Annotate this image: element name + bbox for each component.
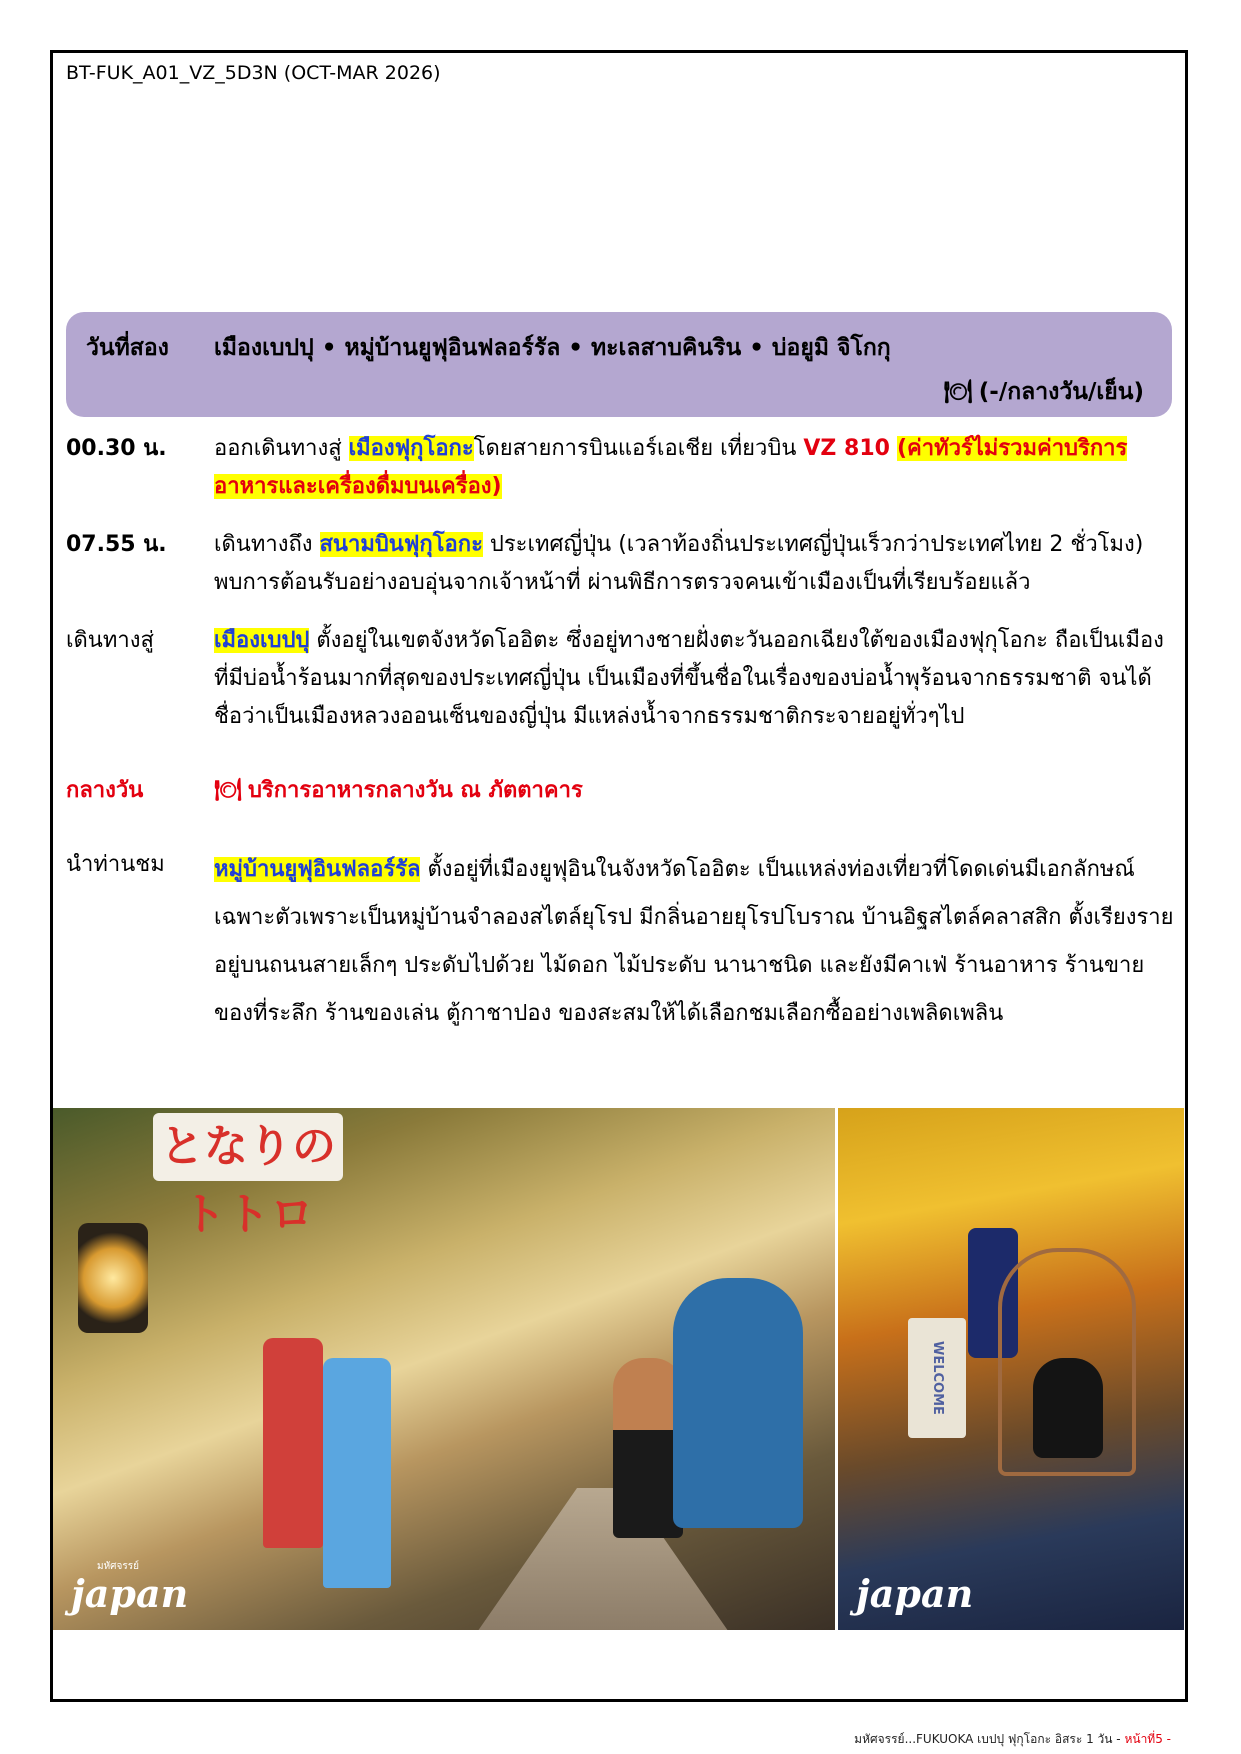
entry-description bbox=[214, 622, 1174, 736]
japan-watermark: japan bbox=[71, 1571, 189, 1616]
watermark-small: มหัศจรรย์ bbox=[97, 1561, 139, 1572]
day-route: เมืองเบปปุ • หมู่บ้านยูฟุอินฟลอร์รัล • ทะเลสาบคินริน • บ่อยูมิ จิโกกุ bbox=[214, 335, 891, 361]
destination-highlight: เมืองฟุกุโอกะ bbox=[348, 436, 474, 461]
document-code: BT-FUK_A01_VZ_5D3N (OCT-MAR 2026) bbox=[66, 62, 441, 84]
entry-time: นำท่านชม bbox=[66, 852, 165, 877]
meal-note: (ค่าทัวร์ไม่รวมค่าบริการอาหารและเครื่องดื่มบนเครื่อง) bbox=[214, 436, 1128, 499]
page-number: หน้าที่5 - bbox=[1124, 1732, 1171, 1746]
entry-time: กลางวัน bbox=[66, 778, 144, 803]
kiki-cat-cage-photo bbox=[838, 1108, 1184, 1630]
text: เดินทางถึง bbox=[214, 532, 320, 557]
entry-description bbox=[214, 526, 1174, 602]
destination-highlight: สนามบินฟุกุโอกะ bbox=[319, 532, 483, 557]
text: โดยสายการบินแอร์เอเชีย เที่ยวบิน bbox=[473, 436, 804, 461]
day-label: วันที่สอง bbox=[86, 335, 169, 361]
entry-description bbox=[214, 846, 1174, 1038]
plate-cutlery-icon: 🍽 bbox=[214, 778, 242, 803]
entry-time: เดินทางสู่ bbox=[66, 628, 154, 653]
text: บริการอาหารกลางวัน ณ ภัตตาคาร bbox=[247, 778, 583, 803]
flight-number: VZ 810 bbox=[803, 436, 890, 461]
text: ตั้งอยู่ที่เมืองยูฟุอินในจังหวัดโออิตะ เป็นแหล่งท่องเที่ยวที่โดดเด่นมีเอกลักษณ์เฉพาะตัวเพราะเป็นหมู่บ้านจำลองสไตล์ยุโรป มีกลิ่นอายยุโรปโบราณ บ้านอิฐสไตล์คลาสสิก ตั้งเรียงรายอยู่บนถนนสายเล็กๆ ประดับไปด้วย ไม้ดอก ไม้ประดับ นานาชนิด และยังมีคาเฟ่ ร้านอาหาร ร้านขายของที่ระลึก ร้านของเล่น ตู้กาชาปอง ของสะสมให้ได้เลือกชมเลือกซื้ออย่างเพลิดเพลิน bbox=[214, 857, 1174, 1026]
entry-description bbox=[214, 772, 1174, 810]
destination-highlight: เมืองเบปปุ bbox=[214, 628, 310, 653]
footer-text: มหัศจรรย์...FUKUOKA เบปปุ ฟุกุโอกะ อิสระ 1 วัน - bbox=[854, 1732, 1125, 1746]
entry-time: 07.55 น. bbox=[66, 532, 167, 557]
hanging-apron bbox=[323, 1358, 391, 1588]
text: ออกเดินทางสู่ bbox=[214, 436, 349, 461]
entry-description bbox=[214, 430, 1174, 506]
yufuin-village-photo bbox=[53, 1108, 835, 1630]
meals-included bbox=[944, 374, 1144, 410]
text bbox=[890, 436, 897, 461]
meals-text: (-/กลางวัน/เย็น) bbox=[978, 379, 1144, 405]
entry-time: 00.30 น. bbox=[66, 436, 167, 461]
street-lamp bbox=[78, 1223, 148, 1333]
day-header bbox=[66, 312, 1172, 417]
plate-cutlery-icon: 🍽 bbox=[943, 379, 973, 405]
shop-sign: となりのトトロ bbox=[153, 1113, 343, 1181]
welcome-sign: WELCOME bbox=[908, 1318, 966, 1438]
destination-highlight: หมู่บ้านยูฟุอินฟลอร์รัล bbox=[214, 857, 421, 882]
page-footer bbox=[854, 1730, 1171, 1749]
black-cat-plush bbox=[1033, 1358, 1103, 1458]
text: ตั้งอยู่ในเขตจังหวัดโออิตะ ซึ่งอยู่ทางชายฝั่งตะวันออกเฉียงใต้ของเมืองฟุกุโอกะ ถือเป็นเมืองที่มีบ่อน้ำร้อนมากที่สุดของประเทศญี่ปุ่น เป็นเมืองที่ขึ้นชื่อในเรื่องของบ่อน้ำพุร้อนจากธรรมชาติ จนได้ชื่อว่าเป็นเมืองหลวงออนเซ็นของญี่ปุ่น มีแหล่งน้ำจากธรรมชาติกระจายอยู่ทั่วๆไป bbox=[214, 628, 1164, 729]
tourist bbox=[673, 1278, 803, 1528]
text: ประเทศญี่ปุ่น (เวลาท้องถิ่นประเทศญี่ปุ่นเร็วกว่าประเทศไทย 2 ชั่วโมง) พบการต้อนรับอย่างอบอุ่นจากเจ้าหน้าที่ ผ่านพิธีการตรวจคนเข้าเมืองเป็นที่เรียบร้อยแล้ว bbox=[214, 532, 1144, 595]
hanging-apron bbox=[263, 1338, 323, 1548]
japan-watermark: japan bbox=[856, 1571, 974, 1616]
